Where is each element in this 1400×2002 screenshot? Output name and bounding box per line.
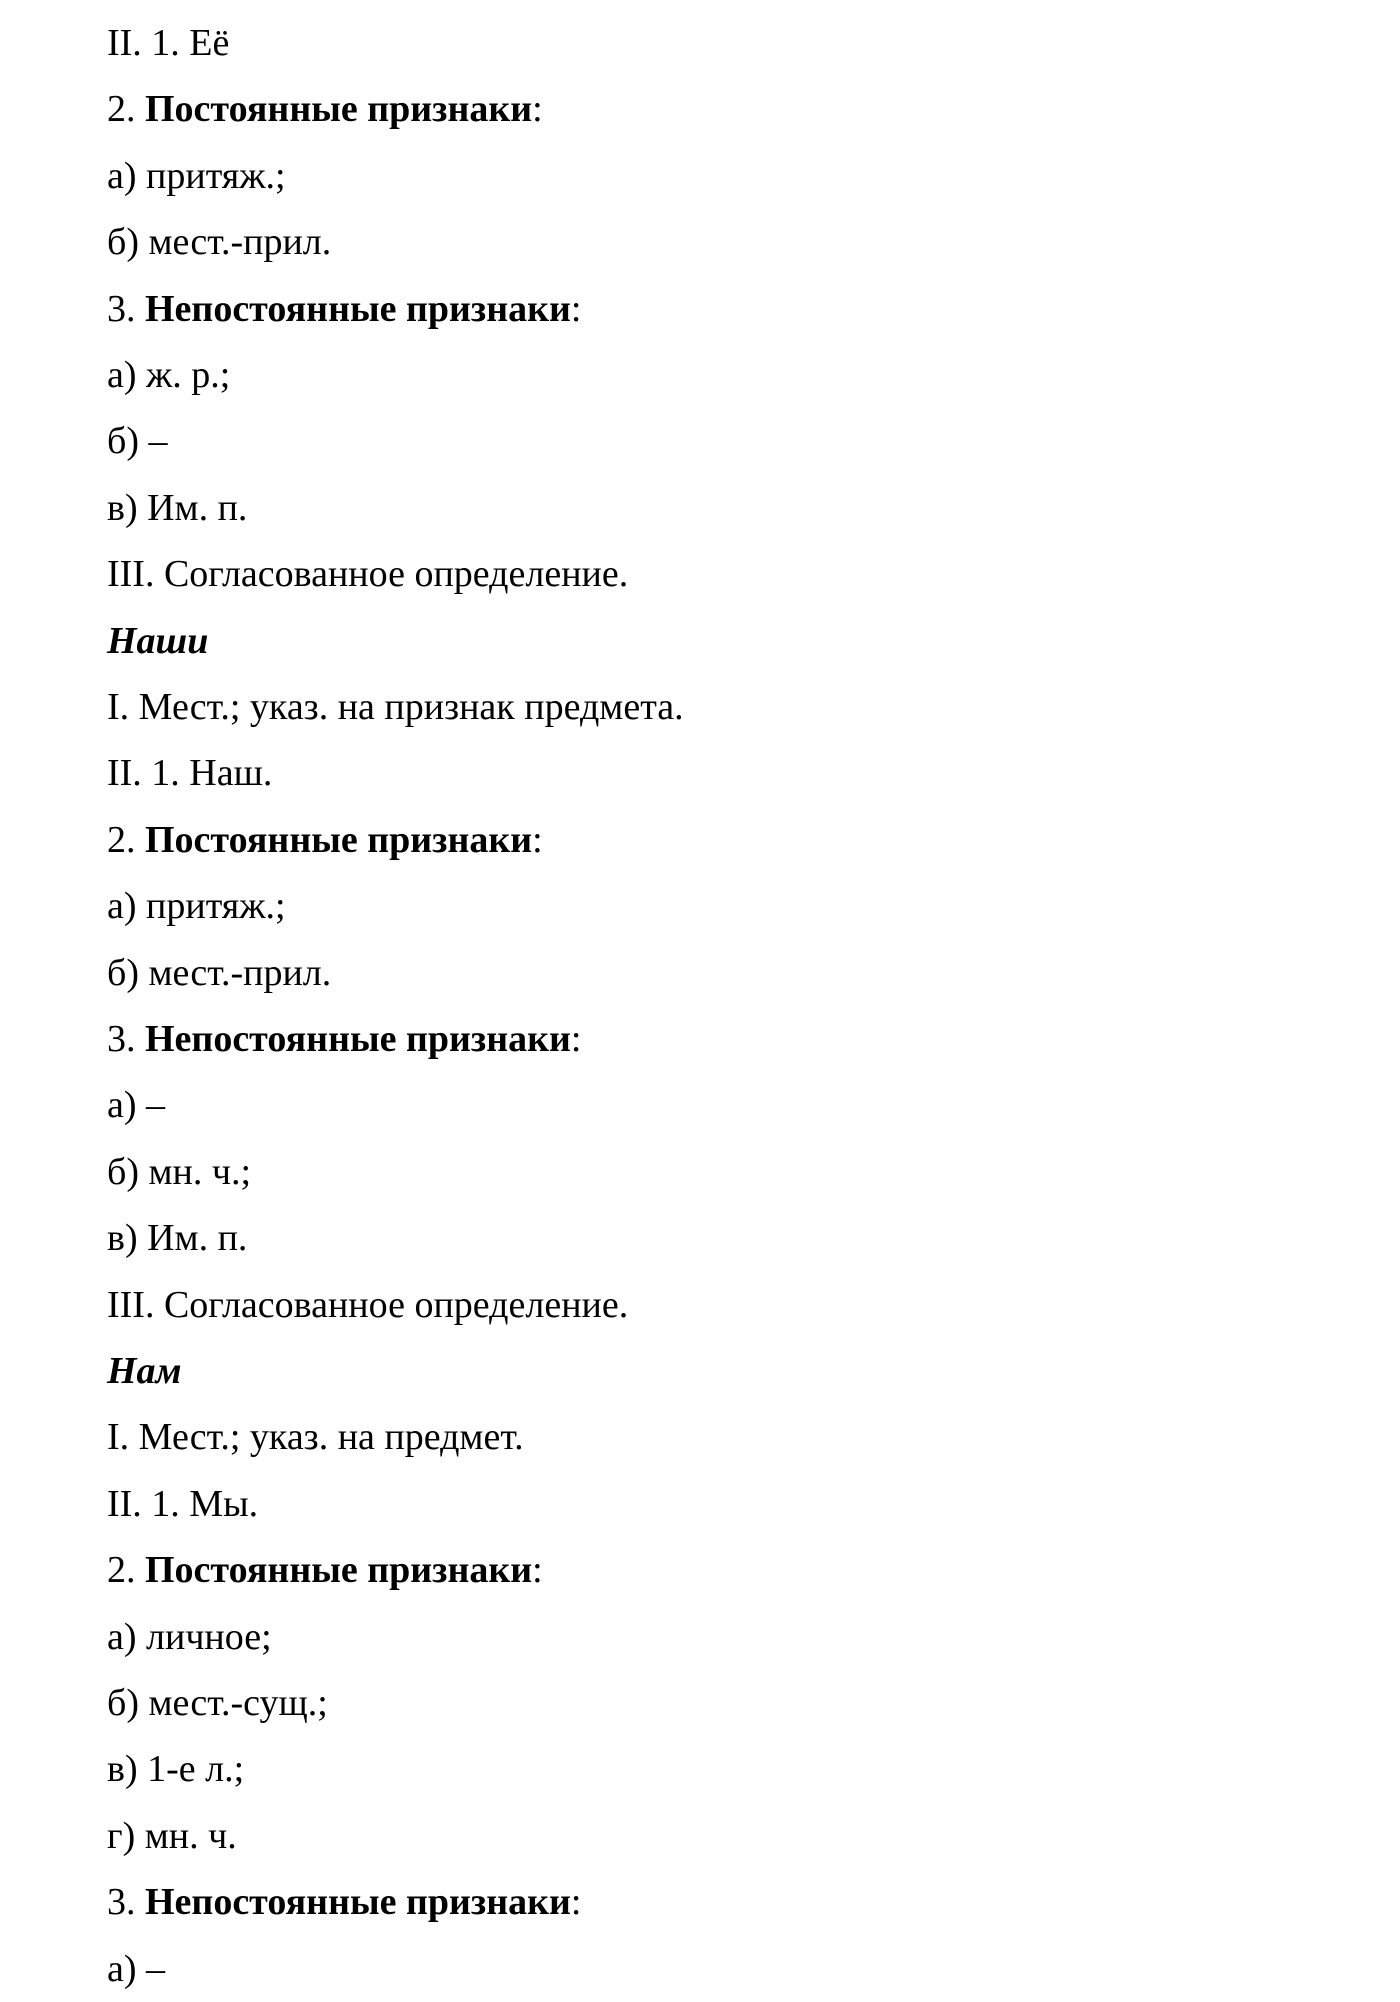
section-label: Постоянные признаки <box>145 818 533 861</box>
word-heading-text: Нам <box>107 1350 182 1392</box>
line-text: а) – <box>107 1947 166 1990</box>
document-line <box>107 1604 272 1670</box>
word-heading <box>107 1338 182 1404</box>
document-line <box>107 1670 328 1736</box>
line-text: 2. <box>107 88 145 131</box>
line-text: : <box>532 88 543 131</box>
line-text: а) личное; <box>107 1615 272 1658</box>
document-line <box>107 1869 581 1935</box>
document-line <box>107 342 230 408</box>
line-text: а) притяж.; <box>107 885 286 928</box>
document-line <box>107 10 229 76</box>
line-text: 3. <box>107 1881 145 1924</box>
line-text: а) притяж.; <box>107 154 286 197</box>
document-line <box>107 1072 165 1138</box>
section-label: Постоянные признаки <box>145 1549 533 1592</box>
line-text: б) мест.-прил. <box>107 221 332 264</box>
document-line <box>107 1936 165 2002</box>
line-text: в) Им. п. <box>107 1217 248 1260</box>
document-line <box>107 276 581 342</box>
document-line <box>107 76 543 142</box>
line-text: а) – <box>107 1084 166 1127</box>
document-line <box>107 1205 247 1271</box>
line-text: : <box>570 287 582 330</box>
document-line <box>107 1272 628 1338</box>
document-line <box>107 1803 237 1869</box>
line-text: I. Мест.; указ. на предмет. <box>107 1416 524 1459</box>
document-line <box>107 1006 581 1072</box>
line-text: 2. <box>107 1549 145 1592</box>
line-text: II. 1. Мы. <box>107 1482 259 1525</box>
document-line <box>107 1471 258 1537</box>
line-text: II. 1. Её <box>107 22 230 64</box>
line-text: II. 1. Наш. <box>107 752 273 795</box>
section-label: Постоянные признаки <box>145 88 533 131</box>
line-text: в) Им. п. <box>107 486 248 529</box>
line-text: б) – <box>107 420 168 463</box>
line-text: III. Согласованное определение. <box>107 553 629 596</box>
line-text: б) мест.-сущ.; <box>107 1682 328 1724</box>
word-heading <box>107 608 208 674</box>
document-line <box>107 740 272 806</box>
line-text: : <box>532 1549 543 1592</box>
document-line <box>107 1537 543 1603</box>
line-text: 3. <box>107 1018 145 1060</box>
document-line <box>107 1404 524 1470</box>
document-line <box>107 408 168 474</box>
document-line <box>107 1139 251 1205</box>
line-text: г) мн. ч. <box>107 1814 237 1857</box>
line-text: 2. <box>107 818 145 861</box>
document-line <box>107 940 331 1006</box>
line-text: 3. <box>107 287 145 330</box>
line-text: б) мн. ч.; <box>107 1150 252 1193</box>
line-text: I. Мест.; указ. на признак предмета. <box>107 686 684 728</box>
section-label: Непостоянные признаки <box>145 1018 571 1060</box>
document-line <box>107 807 543 873</box>
document-line <box>107 143 286 209</box>
line-text: III. Согласованное определение. <box>107 1283 629 1326</box>
line-text: : <box>532 818 543 861</box>
line-text: : <box>570 1881 582 1924</box>
section-label: Непостоянные признаки <box>145 287 571 330</box>
document-page <box>107 0 1357 2000</box>
section-label: Непостоянные признаки <box>145 1881 571 1924</box>
document-line <box>107 209 331 275</box>
line-text: а) ж. р.; <box>107 354 231 396</box>
document-line <box>107 873 286 939</box>
line-text: в) 1-е л.; <box>107 1748 245 1791</box>
document-line <box>107 541 628 607</box>
word-heading-text: Наши <box>107 619 209 662</box>
document-line <box>107 674 684 740</box>
line-text: : <box>570 1018 582 1060</box>
document-line <box>107 1736 244 1802</box>
document-line <box>107 475 247 541</box>
line-text: б) мест.-прил. <box>107 951 332 994</box>
